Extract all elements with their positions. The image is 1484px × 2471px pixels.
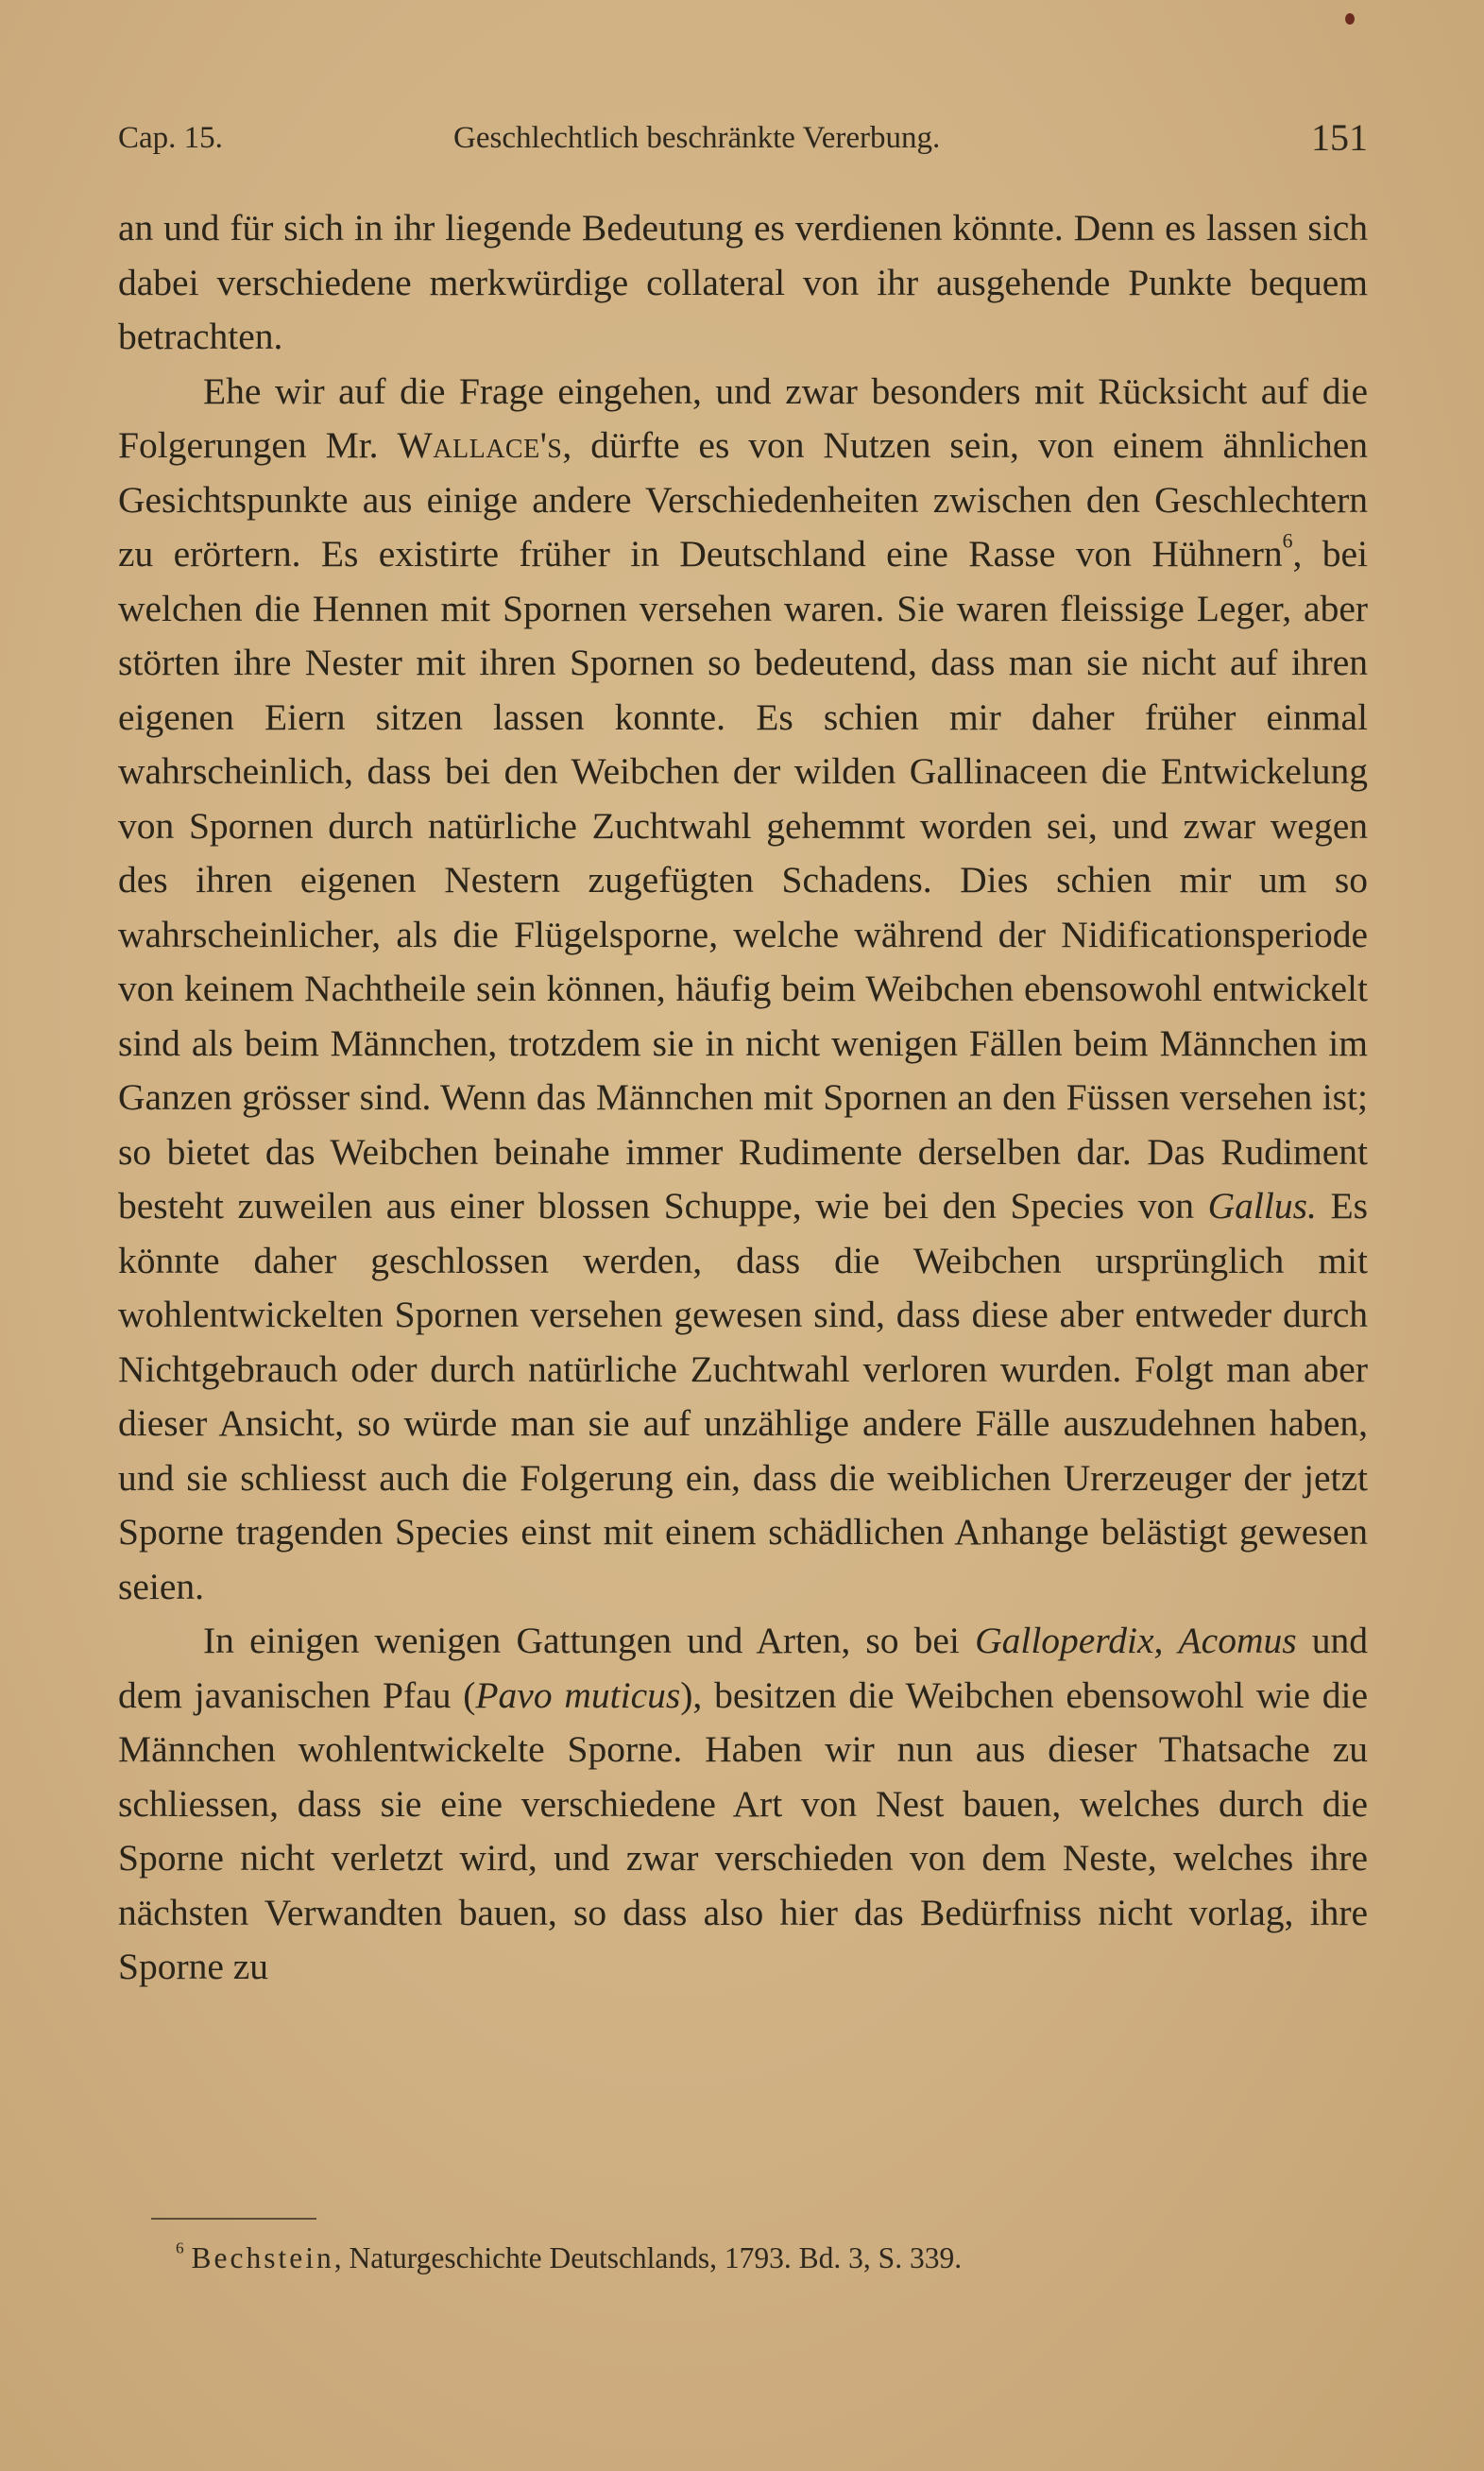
ink-dot — [1345, 13, 1355, 25]
paragraph-3-text-c: ), besitzen die Weibchen ebensowohl wie die Männchen wohlentwickelte Sporne. Haben wir nun aus dieser Thatsache zu schliessen, dass sie eine verschiedene Art von Nest bauen, welches durch die Sporne nicht verletzt wird, und zwar verschieden von dem Neste, welches ihre nächsten Verwandten bauen, so dass also hier das Bedürfniss nicht vorlag, ihre Sporne zu — [118, 1673, 1368, 1987]
footnote-text: , Naturgeschichte Deutschlands, 1793. Bd. 3, S. 339. — [333, 2241, 963, 2274]
footnote-rule — [151, 2218, 316, 2220]
page-number: 151 — [1311, 116, 1368, 159]
author-name-wallace: Wallace's — [397, 424, 563, 466]
running-title: Geschlechtlich beschränkte Vererbung. — [453, 121, 941, 155]
paragraph-2 — [118, 365, 1368, 1615]
paragraph-3 — [118, 1614, 1368, 1995]
species-name-pavo-muticus: Pavo muticus — [475, 1673, 681, 1716]
paragraph-2-text-c: , bei welchen die Hennen mit Spornen versehen waren. Sie waren fleissige Leger, aber störten ihre Nester mit ihren Spornen so bedeutend, dass man sie nicht auf ihren eigenen Eiern sitzen lassen konnte. Es schien mir daher früher einmal wahrscheinlich, dass bei den Weibchen der wilden Gallinaceen die Entwickelung von Spornen durch natürliche Zuchtwahl gehemmt worden sei, und zwar wegen des ihren eigenen Nestern zugefügten Schadens. Dies schien mir um so wahrscheinlicher, als die Flügelsporne, welche während der Nidificationsperiode von keinem Nachtheile sein können, häufig beim Weibchen ebensowohl entwickelt sind als beim Männchen, trotzdem sie in nicht wenigen Fällen beim Männchen im Ganzen grösser sind. Wenn das Männchen mit Spornen an den Füssen versehen ist; so bietet das Weibchen beinahe immer Rudimente derselben dar. Das Rudiment besteht zuweilen aus einer blossen Schuppe, wie bei den Species von — [118, 533, 1368, 1227]
paragraph-1-text: an und für sich in ihr liegende Bedeutung es verdienen könnte. Denn es lassen sich dabei verschiedene merkwürdige collateral von ihr ausgehende Punkte bequem betrachten. — [118, 207, 1368, 357]
footnote — [176, 2241, 962, 2275]
genus-name-acomus: Acomus — [1178, 1620, 1297, 1661]
paragraph-2-text-b: , dürfte es von Nutzen sein, von einem ähnlichen Gesichtspunkte aus einige andere Verschiedenheiten zwischen den Geschlechtern zu erörtern. Es existirte früher in Deutschland eine Rasse von Hühnern — [118, 424, 1368, 575]
footnote-reference: 6 — [1282, 529, 1293, 553]
footnote-author: Bechstein — [191, 2241, 334, 2274]
paragraph-1 — [118, 201, 1368, 365]
footnote-marker: 6 — [176, 2239, 184, 2257]
genus-name-gallus: Gallus. — [1207, 1185, 1317, 1227]
genus-name-galloperdix: Galloperdix, — [975, 1620, 1164, 1661]
body-text — [118, 201, 1368, 1995]
paragraph-3-text-b: und dem javanischen Pfau ( — [118, 1620, 1369, 1716]
paragraph-3-text-a: In einigen wenigen Gattungen und Arten, so bei — [203, 1620, 976, 1661]
chapter-label: Cap. 15. — [118, 121, 223, 155]
paragraph-2-text-a: Ehe wir auf die Frage eingehen, und zwar besonders mit Rücksicht auf die Folgerungen Mr. — [118, 369, 1368, 466]
running-header — [118, 112, 1368, 168]
paragraph-2-text-d: Es könnte daher geschlossen werden, dass die Weibchen ursprünglich mit wohlentwickelten Spornen versehen gewesen sind, dass diese aber entweder durch Nichtgebrauch oder durch natürliche Zuchtwahl verloren wurden. Folgt man aber dieser Ansicht, so würde man sie auf unzählige andere Fälle auszudehnen haben, und sie schliesst auch die Folgerung ein, dass die weiblichen Urerzeuger der jetzt Sporne tragenden Species einst mit einem schädlichen Anhange belästigt gewesen seien. — [118, 1185, 1368, 1607]
